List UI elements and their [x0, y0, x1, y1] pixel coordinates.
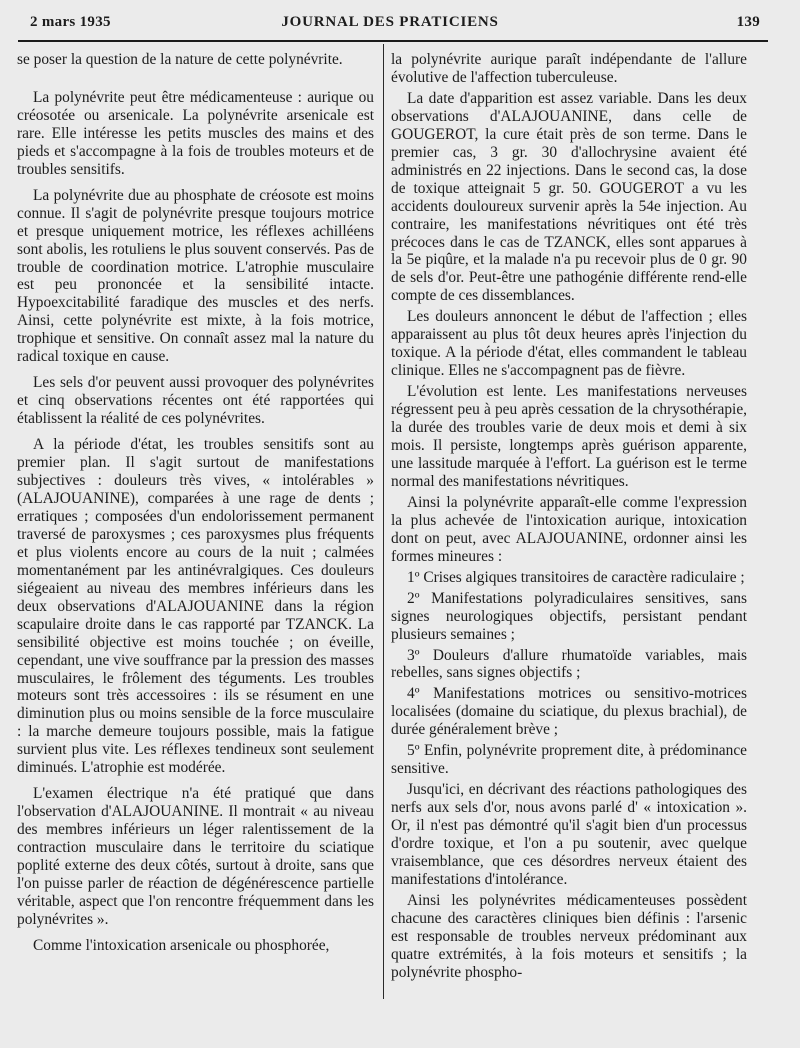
- paragraph: Ainsi la polynévrite apparaît-elle comme l'expression la plus achevée de l'intoxication aurique, intoxication dont on peut, avec ALAJOUANINE, ordonner ainsi les formes mineures :: [391, 493, 747, 565]
- paragraph: L'évolution est lente. Les manifestations nerveuses régressent peu à peu après cessation de la chrysothérapie, la durée des troubles varie de deux mois et demi à six mois. Il persiste, longtemps après guérison apparente, une lassitude marquée à l'effort. La guérison est le terme normal des manifestations névritiques.: [391, 383, 747, 490]
- paragraph: Ainsi les polynévrites médicamenteuses possèdent chacune des caractères cliniques bien définis : l'arsenic est responsable de troubles nerveux prédominant aux quatre extrémités, à la fois moteurs et sensitifs ; la polynévrite phospho-: [391, 891, 747, 981]
- journal-title: JOURNAL DES PRATICIENS: [281, 14, 499, 30]
- paragraph: la polynévrite aurique paraît indépendante de l'allure évolutive de l'affection tuberculeuse.: [391, 51, 747, 86]
- paragraph: Comme l'intoxication arsenicale ou phosphorée,: [33, 936, 330, 954]
- paragraph: La polynévrite due au phosphate de créosote est moins connue. Il s'agit de polynévrite presque toujours motrice et presque uniquement motrice, les réflexes achilléens sont abolis, les rotuliens le plus souvent conservés. Pas de trouble de coordination motrice. L'atrophie musculaire est peu prononcée et la sensibilité intacte. Hypoexcitabilité faradique des muscles et des nerfs. Ainsi, cette polynévrite est mixte, à la fois motrice, trophique et sensitive. On connaît assez mal la nature du radical toxique en cause.: [17, 186, 374, 366]
- paragraph: se poser la question de la nature de cette polynévrite.: [17, 51, 343, 68]
- right-column: [391, 51, 747, 982]
- list-item: 3º Douleurs d'allure rhumatoïde variables, mais rebelles, sans signes objectifs ;: [391, 646, 747, 682]
- header-rule: [18, 40, 768, 42]
- list-item: 5º Enfin, polynévrite proprement dite, à prédominance sensitive.: [391, 742, 747, 778]
- paragraph: Les sels d'or peuvent aussi provoquer des polynévrites et cinq observations récentes ont été rapportées qui établissent la réalité de ces polynévrites.: [17, 374, 374, 428]
- paragraph: L'examen électrique n'a été pratiqué que dans l'observation d'ALAJOUANINE. Il montrait « au niveau des membres inférieurs un léger ralentissement de la contraction musculaire dans le territoire du sciatique poplité externe des deux côtés, surtout à droite, sans que l'on puisse parler de réaction de dégénérescence partielle véritable, aspect que l'on rencontre fréquemment dans les polynévrites ».: [17, 785, 374, 928]
- list-item: 4º Manifestations motrices ou sensitivo-motrices localisées (domaine du sciatique, du plexus brachial), de durée généralement brève ;: [391, 685, 747, 739]
- paragraph: Les douleurs annoncent le début de l'affection ; elles apparaissent au plus tôt deux heures après l'injection du toxique. A la période d'état, elles commandent le tableau clinique. Elles ne s'accompagnent pas de fièvre.: [391, 308, 747, 380]
- paragraph: La polynévrite peut être médicamenteuse : aurique ou créosotée ou arsenicale. La polynévrite arsenicale est rare. Elle intéresse les petits muscles des mains et des pieds et s'accompagne à la fois de troubles moteurs et de troubles sensitifs.: [17, 88, 374, 178]
- list-item: 1º Crises algiques transitoires de caractère radiculaire ;: [407, 568, 745, 586]
- paragraph: A la période d'état, les troubles sensitifs sont au premier plan. Il s'agit surtout de manifestations subjectives : douleurs très vives, « intolérables » (ALAJOUANINE), comparées à une rage de dents ; erratiques ; composées d'un endolorissement permanent traversé de paroxysmes ; ces paroxysmes plus fréquents et plus violents encore au cours de la nuit ; calmées momentanément par les antinévralgiques. Ces douleurs siégeaient au niveau des membres inférieurs dans les deux observations d'ALAJOUANINE dans la région scapulaire droite dans le cas rapporté par TZANCK. La sensibilité objective est moins touchée ; on éveille, cependant, une vive souffrance par la pression des masses musculaires, le frôlement des téguments. Les troubles moteurs sont très accessoires : ils se résument en une diminution plus ou moins sensible de la force musculaire : la marche demeure toujours possible, mais la fatigue survient plus vite. Les réflexes tendineux sont seulement diminués. L'atrophie est modérée.: [17, 436, 374, 777]
- paragraph: La date d'apparition est assez variable. Dans les deux observations d'ALAJOUANINE, dans celle de GOUGEROT, la cure était près de son terme. Dans le premier cas, 3 gr. 30 d'allochrysine avaient été administrés en 22 injections. Dans le second cas, la dose de toxique atteignait 5 gr. 50. GOUGEROT a vu les accidents douloureux survenir après la 54e injection. Au contraire, les manifestations névritiques ont été très précoces dans le cas de TZANCK, elles sont apparues à la 5e piqûre, et la malade n'a pu recevoir plus de 0 gr. 90 de sels d'or. Peut-être une pathogénie différente rend-elle compte de ces dissemblances.: [391, 89, 747, 305]
- running-head: [20, 14, 760, 34]
- issue-date: 2 mars 1935: [30, 14, 111, 30]
- list-item: 2º Manifestations polyradiculaires sensitives, sans signes neurologiques objectifs, persistant pendant plusieurs semaines ;: [391, 589, 747, 643]
- left-column: [17, 51, 374, 955]
- page-number: 139: [736, 14, 760, 30]
- column-divider: [383, 44, 384, 999]
- paragraph: Jusqu'ici, en décrivant des réactions pathologiques des nerfs aux sels d'or, nous avons parlé d' « intoxication ». Or, il n'est pas démontré qu'il s'agit bien d'un processus d'ordre toxique, et l'on a pu soutenir, avec quelque vraisemblance, que ces désordres nerveux étaient des manifestations d'intolérance.: [391, 781, 747, 888]
